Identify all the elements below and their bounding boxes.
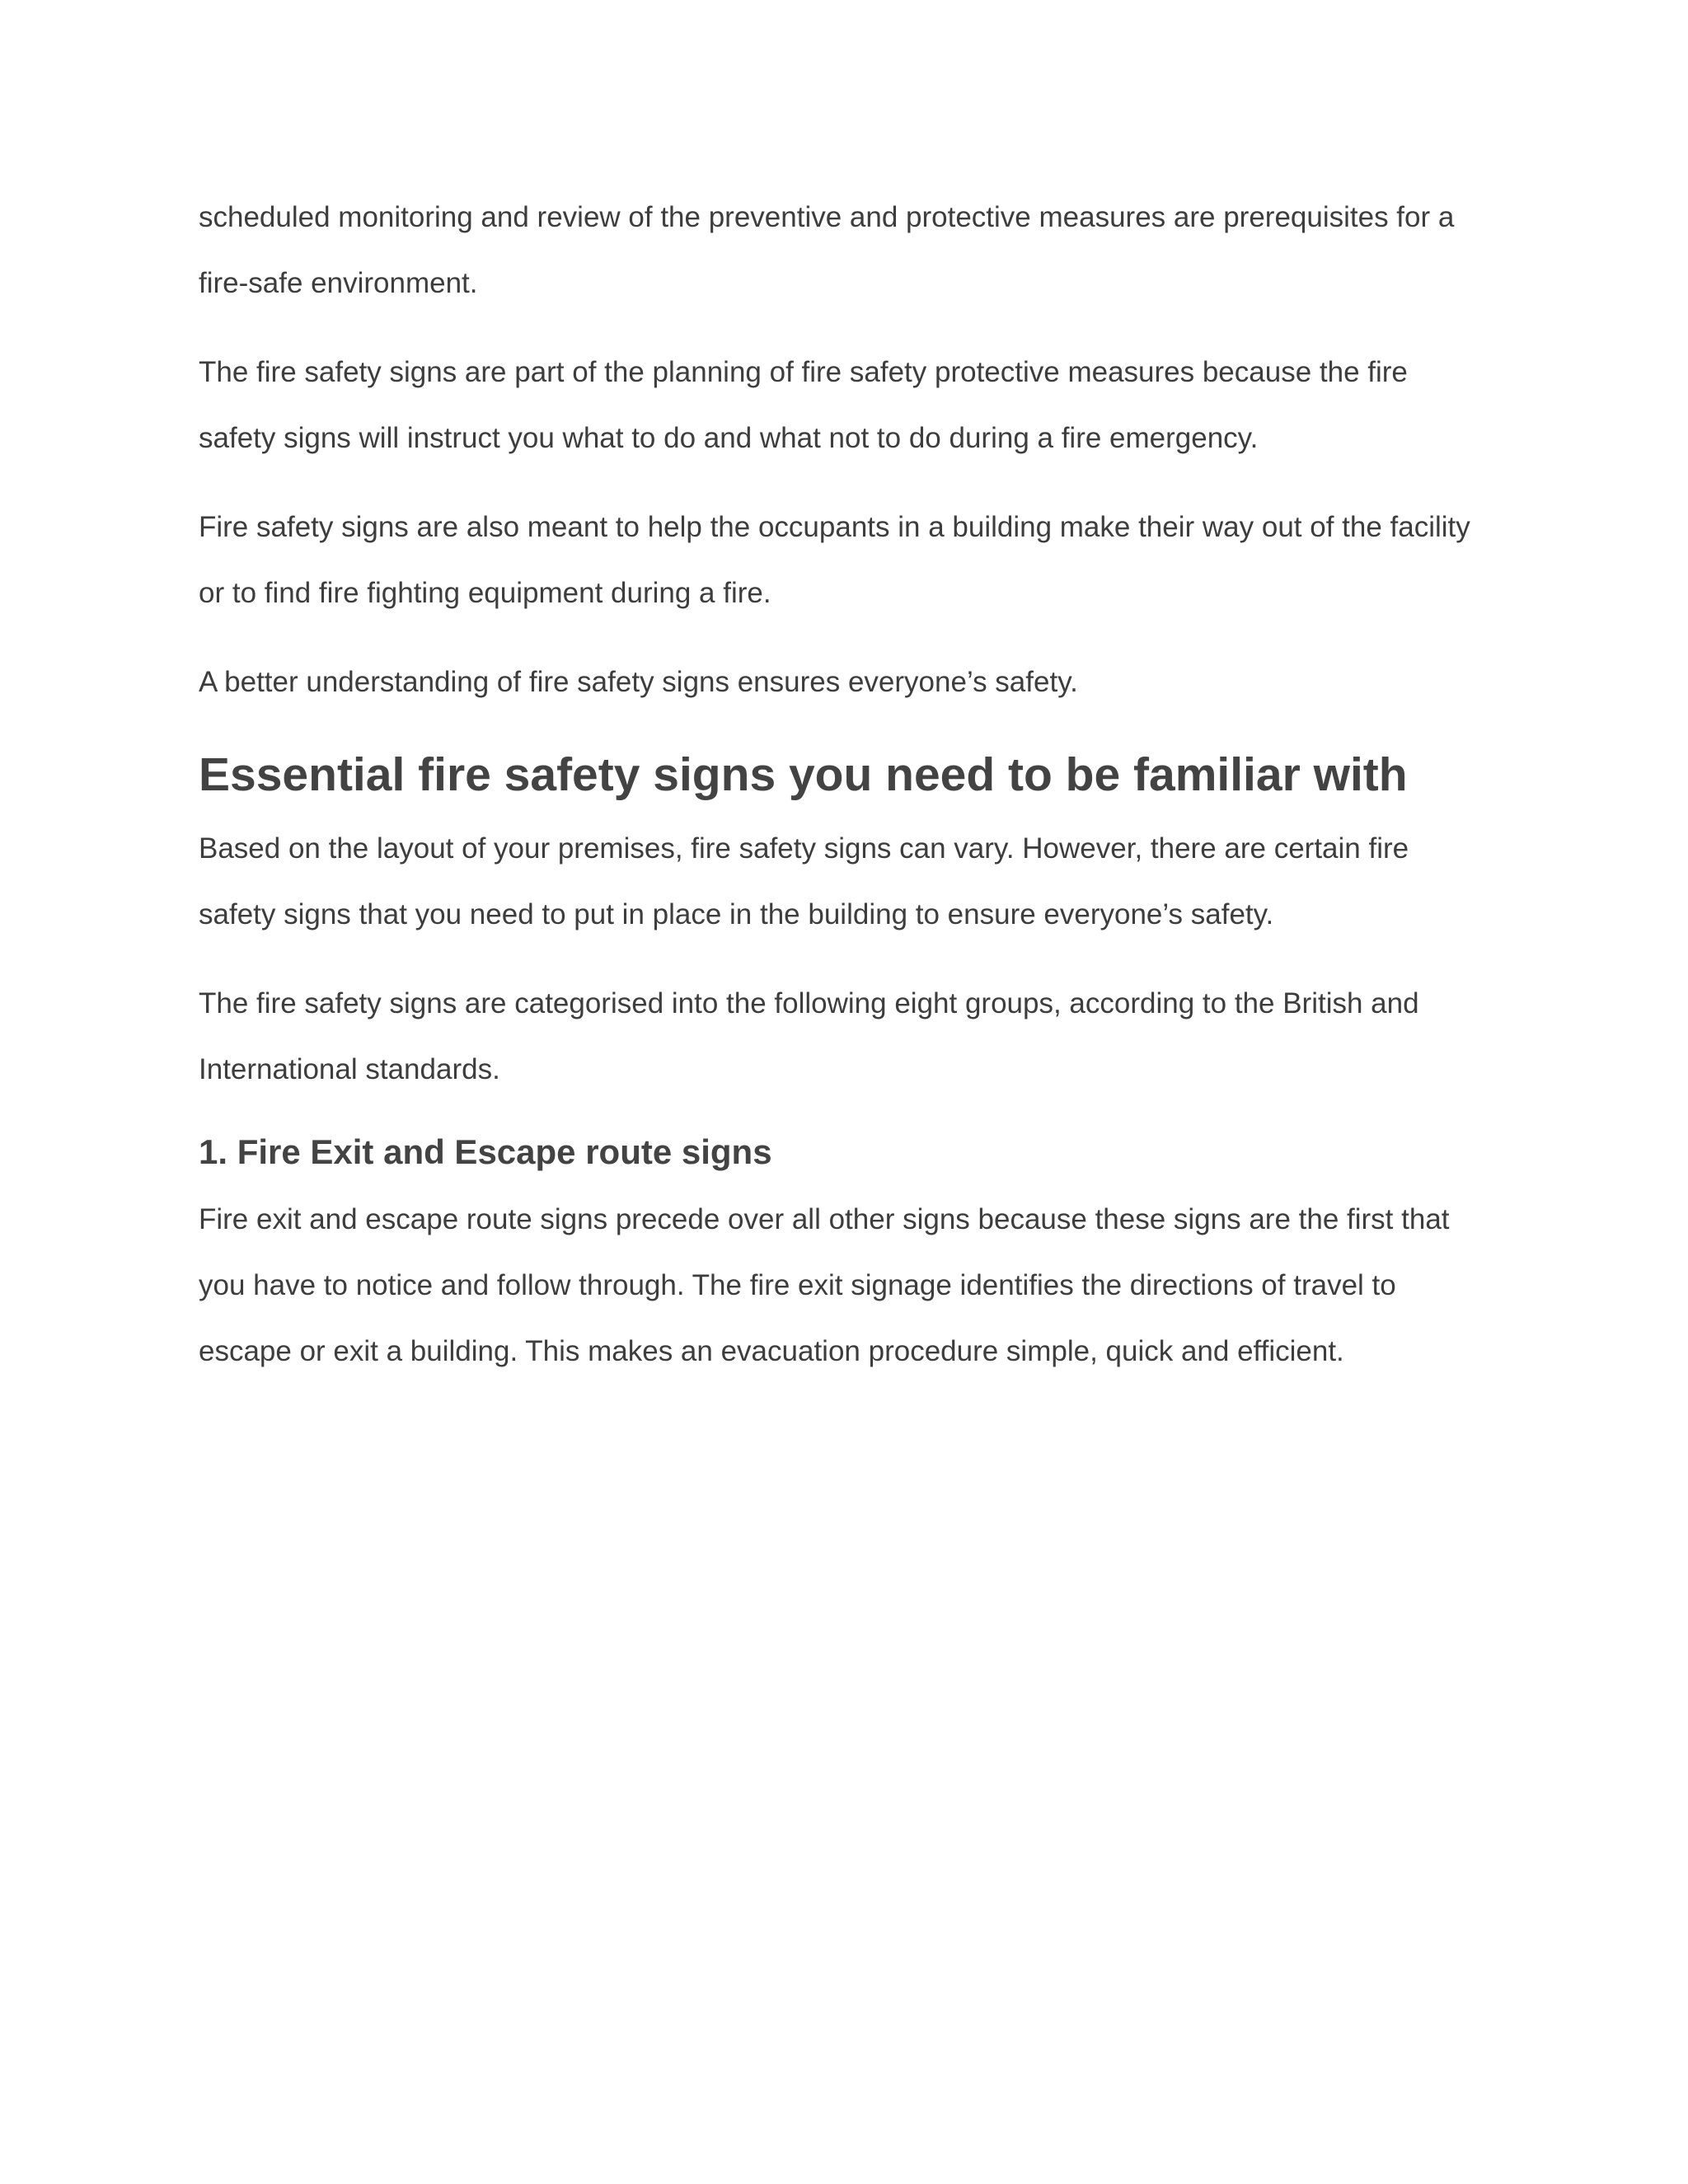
section-heading: Essential fire safety signs you need to be familiar with [199,748,1408,801]
paragraph-line: The fire safety signs are part of the planning of fire safety protective measures because the fire [199,356,1408,388]
paragraph-categories [199,971,1501,1103]
paragraph-line: International standards. [199,1053,500,1085]
paragraph-line: fire-safe environment. [199,267,478,299]
paragraph-occupants [199,494,1501,626]
paragraph-line: or to find fire fighting equipment during a fire. [199,577,771,609]
paragraph-line: Fire exit and escape route signs precede over all other signs because these signs are the first that [199,1203,1450,1235]
paragraph-line: The fire safety signs are categorised into the following eight groups, according to the British and [199,987,1419,1019]
paragraph-line: safety signs that you need to put in place in the building to ensure everyone’s safety. [199,898,1274,930]
paragraph-line: scheduled monitoring and review of the preventive and protective measures are prerequisites for a [199,201,1455,233]
paragraph-signs-planning [199,340,1501,471]
paragraph-fire-exit [199,1187,1501,1385]
paragraph-line: Based on the layout of your premises, fire safety signs can vary. However, there are certain fire [199,832,1409,865]
paragraph-line: A better understanding of fire safety signs ensures everyone’s safety. [199,666,1078,698]
paragraph-line: Fire safety signs are also meant to help the occupants in a building make their way out of the facility [199,511,1470,543]
paragraph-line: safety signs will instruct you what to do and what not to do during a fire emergency. [199,422,1259,454]
paragraph-layout [199,816,1501,948]
paragraph-monitoring [199,185,1501,316]
paragraph-line: you have to notice and follow through. The fire exit signage identifies the directions of travel to [199,1269,1396,1301]
paragraph-understanding [199,649,1501,715]
paragraph-line: escape or exit a building. This makes an evacuation procedure simple, quick and efficient. [199,1335,1344,1367]
subsection-heading: 1. Fire Exit and Escape route signs [199,1132,772,1171]
document-body [199,185,1501,1408]
